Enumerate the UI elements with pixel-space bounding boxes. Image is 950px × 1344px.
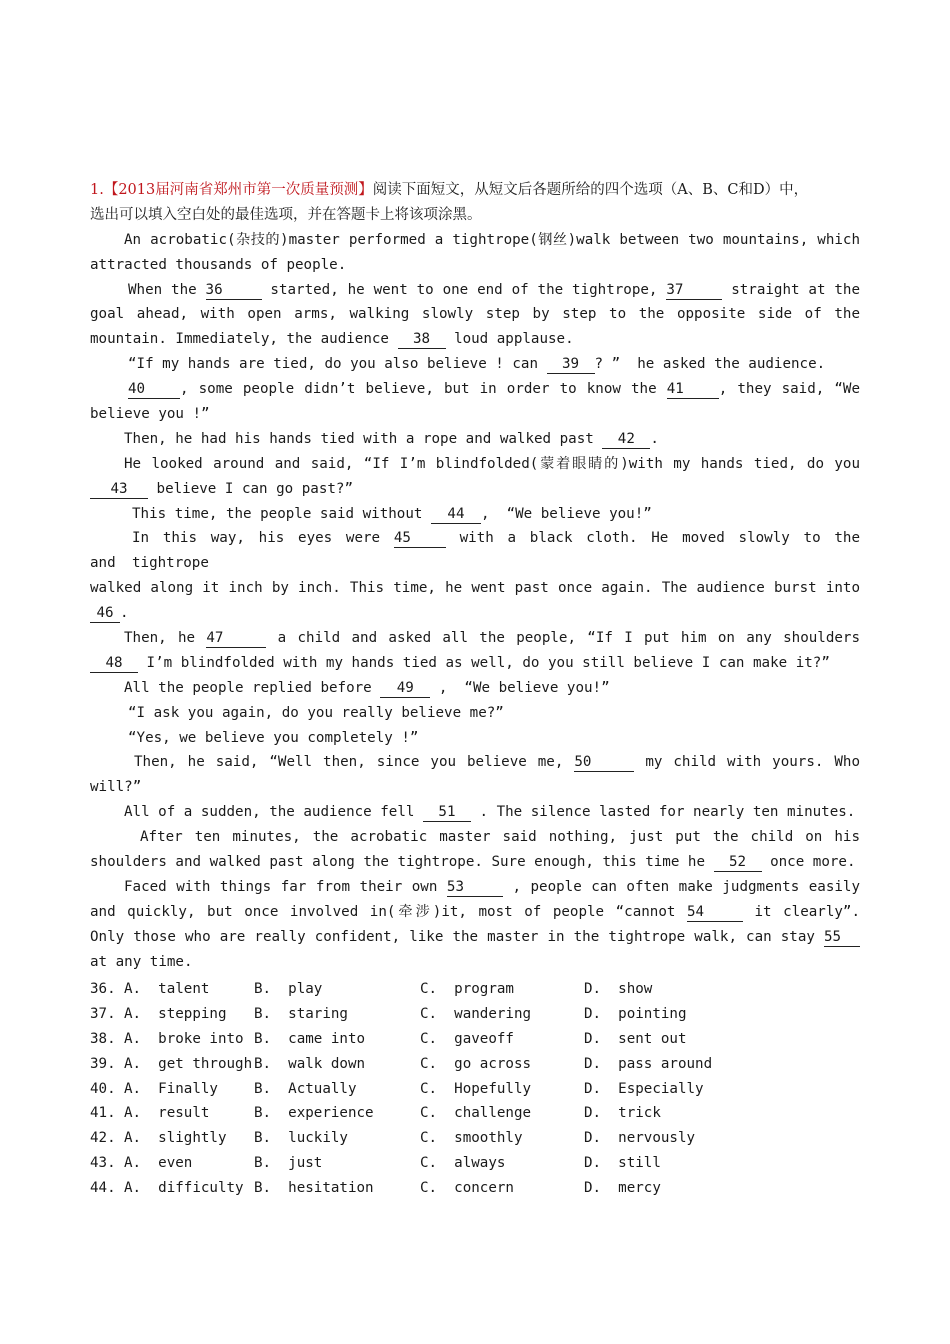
passage-line: 48 I’m blindfolded with my hands tied as well, do you still believe I can make it?” [90,651,860,676]
option-row: 42. A. slightly B. luckily C. smoothly D. nervously [90,1130,696,1147]
passage-line: Only those who are really confident, like the master in the tightrope walk, can stay 55 [90,925,860,950]
blank-43: 43 [90,480,148,499]
passage-line: attracted thousands of people. [90,256,347,273]
blank-54: 54 [687,903,743,922]
blank-49: 49 [380,679,430,698]
blank-36: 36 [206,281,262,300]
passage-line: at any time. [90,953,193,970]
passage-line: and quickly, but once involved in(牵涉)it, most of people “cannot 54 it clearly”. [90,903,860,920]
passage-line: This time, the people said without 44 , “We believe you!” [132,505,652,522]
blank-40: 40 [128,380,180,399]
blank-52: 52 [714,853,762,872]
option-row: 40. A. Finally B. Actually C. Hopefully D. Especially [90,1080,704,1097]
heading-line-1: 1.【2013届河南省郑州市第一次质量预测】阅读下面短文，从短文后各题所给的四个选项（A、B、C和D）中， [90,182,809,198]
passage-line: Faced with things far from their own 53 , people can often make judgments easily [124,878,861,895]
blank-46: 46 [90,604,120,623]
option-row: 43. A. even B. just C. always D. still [90,1155,661,1172]
heading-line-2: 选出可以填入空白处的最佳选项，并在答题卡上将该项涂黑。 [90,206,482,223]
passage-line: Then, he 47 a child and asked all the people, “If I put him on any shoulders [124,630,860,647]
passage-line: goal ahead, with open arms, walking slowly step by step to the opposite side of the [90,306,860,323]
blank-53: 53 [447,878,503,897]
passage-line: In this way, his eyes were 45 with a black cloth. He moved slowly to the tightrope [132,530,860,572]
blank-48: 48 [90,654,138,673]
source-label: 1.【2013届河南省郑州市第一次质量预测】 [90,182,373,198]
option-row: 41. A. result B. experience C. challenge D. trick [90,1105,661,1122]
passage-line: Then, he said, “Well then, since you believe me, 50 my child with yours. Who [134,754,860,771]
option-row: 44. A. difficulty B. hesitation C. concern D. mercy [90,1180,661,1197]
blank-37: 37 [666,281,722,300]
passage-line: All the people replied before 49 , “We believe you!” [124,679,610,696]
passage-line: mountain. Immediately, the audience 38 loud applause. [90,331,574,348]
passage-line: walked along it inch by inch. This time, he went past once again. The audience burst into [90,580,860,597]
answer-options [90,977,850,1201]
passage-line: “I ask you again, do you really believe me?” [128,704,504,721]
passage-line: will?” [90,779,142,796]
passage-line: “Yes, we believe you completely !” [128,729,419,746]
passage-line: “If my hands are tied, do you also believe ! can 39 ? ” he asked the audience. [128,356,826,373]
blank-38: 38 [398,330,446,349]
passage-line: He looked around and said, “If I’m blindfolded(蒙着眼睛的)with my hands tied, do you [124,455,860,472]
option-row: 39. A. get through B. walk down C. go across D. pass around [90,1055,713,1072]
blank-39: 39 [547,355,595,374]
passage-line: An acrobatic(杂技的)master performed a tightrope(钢丝)walk between two mountains, which [124,231,860,248]
passage-line: shoulders and walked past along the tightrope. Sure enough, this time he 52 once more. [90,854,856,871]
blank-44: 44 [431,505,481,524]
blank-51: 51 [423,803,471,822]
passage [90,178,860,975]
passage-line: When the 36 started, he went to one end of the tightrope, 37 straight at the [128,281,860,298]
passage-line: and [90,555,116,572]
passage-line: All of a sudden, the audience fell 51 . The silence lasted for nearly ten minutes. [124,804,856,821]
blank-47: 47 [206,629,266,648]
passage-line: Then, he had his hands tied with a rope and walked past 42 . [124,430,659,447]
passage-line: After ten minutes, the acrobatic master said nothing, just put the child on his [140,829,860,846]
blank-55: 55 [824,928,860,947]
blank-41: 41 [667,380,719,399]
option-row: 38. A. broke into B. came into C. gaveoff D. sent out [90,1030,687,1047]
passage-line: 43 believe I can go past?” [90,477,860,502]
blank-45: 45 [394,529,446,548]
passage-line: 40 , some people didn’t believe, but in order to know the 41 , they said, “We [128,381,861,398]
passage-line: believe you !” [90,406,210,423]
option-row: 37. A. stepping B. staring C. wandering D. pointing [90,1005,687,1022]
blank-50: 50 [574,753,634,772]
passage-line: 46 . [90,601,860,626]
option-row: 36. A. talent B. play C. program D. show [90,981,653,997]
blank-42: 42 [602,430,650,449]
